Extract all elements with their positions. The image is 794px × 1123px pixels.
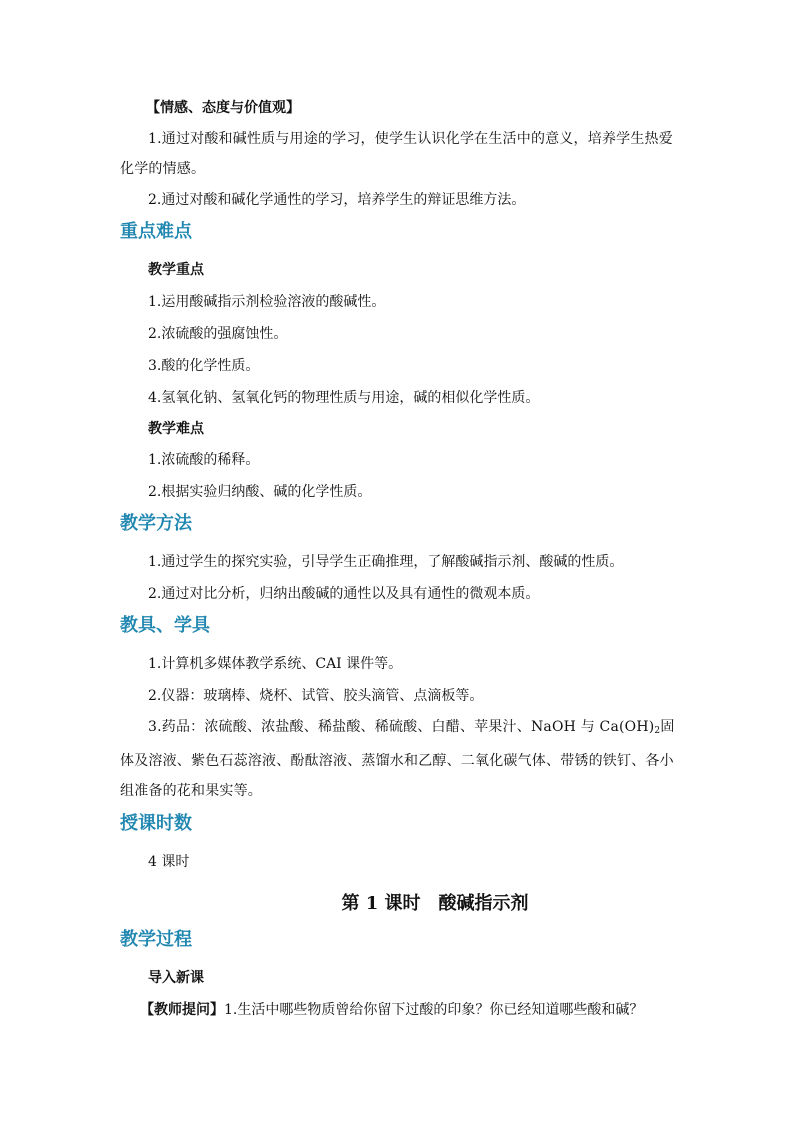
section-title-key-points: 重点难点 xyxy=(120,221,192,242)
difficulty-item-1: 1.浓硫酸的稀释。 xyxy=(148,452,260,468)
focus-item-2: 2.浓硫酸的强腐蚀性。 xyxy=(148,326,288,342)
affect-paragraph-2: 2.通过对酸和碱化学通性的学习，培养学生的辩证思维方法。 xyxy=(148,192,526,208)
document-page xyxy=(120,98,680,1026)
hours-value: 4 课时 xyxy=(148,854,190,870)
tools-item-1: 1.计算机多媒体教学系统、CAI 课件等。 xyxy=(148,656,403,672)
section-title-tools: 教具、学具 xyxy=(120,615,210,636)
lesson-title: 第 1 课时 酸碱指示剂 xyxy=(341,893,529,914)
affect-heading: 【情感、态度与价值观】 xyxy=(146,100,300,116)
teacher-question-text: 1.生活中哪些物质曾给你留下过酸的印象？你已经知道哪些酸和碱？ xyxy=(224,1002,644,1018)
affect-paragraph-1: 1.通过对酸和碱性质与用途的学习，使学生认识化学在生活中的意义，培养学生热爱化学的情感。 xyxy=(120,131,673,177)
method-item-1: 1.通过学生的探究实验，引导学生正确推理，了解酸碱指示剂、酸碱的性质。 xyxy=(148,554,624,570)
tools-item-3 xyxy=(120,712,680,806)
difficulty-label: 教学难点 xyxy=(148,421,204,437)
tools-item-3-part-b: 固体及溶液、紫色石蕊溶液、酚酞溶液、蒸馏水和乙醇、二氧化碳气体、带锈的铁钉、各小组准备的花和果实等。 xyxy=(120,719,675,799)
focus-label: 教学重点 xyxy=(148,262,204,278)
teacher-question xyxy=(140,994,680,1026)
method-item-2: 2.通过对比分析，归纳出酸碱的通性以及具有通性的微观本质。 xyxy=(148,586,540,602)
teacher-tag: 【教师提问】 xyxy=(140,1002,224,1018)
tools-item-3-part-a: 3.药品：浓硫酸、浓盐酸、稀盐酸、稀硫酸、白醋、苹果汁、NaOH 与 Ca(OH) xyxy=(148,719,655,735)
section-title-methods: 教学方法 xyxy=(120,513,192,534)
tools-item-3-subscript: 2 xyxy=(654,726,661,736)
difficulty-item-2: 2.根据实验归纳酸、碱的化学性质。 xyxy=(148,484,372,500)
focus-item-1: 1.运用酸碱指示剂检验溶液的酸碱性。 xyxy=(148,294,386,310)
section-title-process: 教学过程 xyxy=(120,929,192,950)
tools-item-2: 2.仪器：玻璃棒、烧杯、试管、胶头滴管、点滴板等。 xyxy=(148,688,484,704)
section-title-hours: 授课时数 xyxy=(120,813,192,834)
focus-item-3: 3.酸的化学性质。 xyxy=(148,358,260,374)
intro-label: 导入新课 xyxy=(148,970,204,986)
focus-item-4: 4.氢氧化钠、氢氧化钙的物理性质与用途，碱的相似化学性质。 xyxy=(148,390,540,406)
